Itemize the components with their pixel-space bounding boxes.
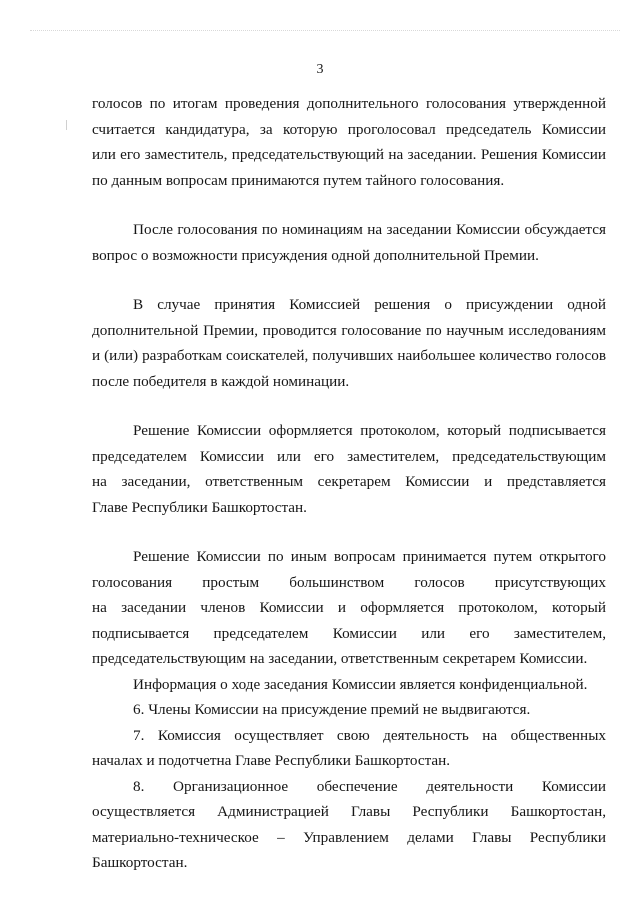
text-line: подписывается председателем Комиссии или его заместителем,: [92, 624, 606, 642]
paragraph: [92, 672, 606, 698]
text-line: 7. Комиссия осуществляет свою деятельность на общественных: [133, 726, 606, 744]
paragraph: [92, 217, 606, 268]
text-line: дополнительной Премии, проводится голосование по научным исследованиям: [92, 321, 606, 339]
text-line: осуществляется Администрацией Главы Республики Башкортостан,: [92, 803, 606, 820]
page-number: 3: [316, 62, 324, 77]
text-line: голосования простым большинством голосов присутствующих: [92, 573, 606, 591]
text-line: по данным вопросам принимаются путем тайного голосования.: [92, 171, 505, 189]
paragraph: [92, 91, 606, 193]
paragraph: [92, 544, 606, 672]
paragraph: [92, 697, 606, 723]
text-line: считается кандидатура, за которую проголосовал председатель Комиссии: [92, 120, 606, 138]
text-line: после победителя в каждой номинации.: [92, 372, 350, 390]
text-line: 6. Члены Комиссии на присуждение премий не выдвигаются.: [133, 701, 531, 718]
text-line: началах и подотчетна Главе Республики Башкортостан.: [92, 752, 451, 769]
text-line: Решение Комиссии оформляется протоколом, который подписывается: [133, 422, 606, 439]
text-line: председателем Комиссии или его заместителем, председательствующим: [92, 447, 606, 465]
text-line: материально-техническое – Управлением делами Главы Республики: [92, 828, 606, 846]
paragraph: [92, 723, 606, 774]
text-line: 8. Организационное обеспечение деятельности Комиссии: [133, 777, 606, 795]
text-line: на заседании членов Комиссии и оформляется протоколом, который: [92, 599, 606, 616]
text-line: или его заместитель, председательствующий на заседании. Решения Комиссии: [92, 146, 606, 163]
text-line: Решение Комиссии по иным вопросам принимается путем открытого: [133, 548, 606, 565]
paragraph-gap: [92, 394, 606, 418]
text-line: После голосования по номинациям на заседании Комиссии обсуждается: [133, 221, 606, 238]
paragraph: [92, 292, 606, 394]
paragraph-gap: [92, 268, 606, 292]
scan-artifact-left: [66, 120, 67, 130]
paragraph-gap: [92, 520, 606, 544]
text-line: на заседании, ответственным секретарем Комиссии и представляется: [92, 473, 606, 490]
text-line: и (или) разработкам соискателей, получивших наибольшее количество голосов: [92, 347, 606, 364]
paragraph: [92, 418, 606, 520]
text-line: В случае принятия Комиссией решения о присуждении одной: [133, 296, 606, 313]
text-line: вопрос о возможности присуждения одной дополнительной Премии.: [92, 246, 539, 264]
text-line: председательствующим на заседании, ответственным секретарем Комиссии.: [92, 650, 588, 667]
document-body: [92, 91, 606, 876]
text-line: Информация о ходе заседания Комиссии является конфиденциальной.: [133, 675, 588, 693]
paragraph-gap: [92, 193, 606, 217]
text-line: голосов по итогам проведения дополнительного голосования утвержденной: [92, 95, 606, 112]
paragraph: [92, 774, 606, 876]
scan-artifact-top: [30, 30, 620, 32]
text-line: Башкортостан.: [92, 854, 188, 871]
text-line: Главе Республики Башкортостан.: [92, 498, 307, 516]
